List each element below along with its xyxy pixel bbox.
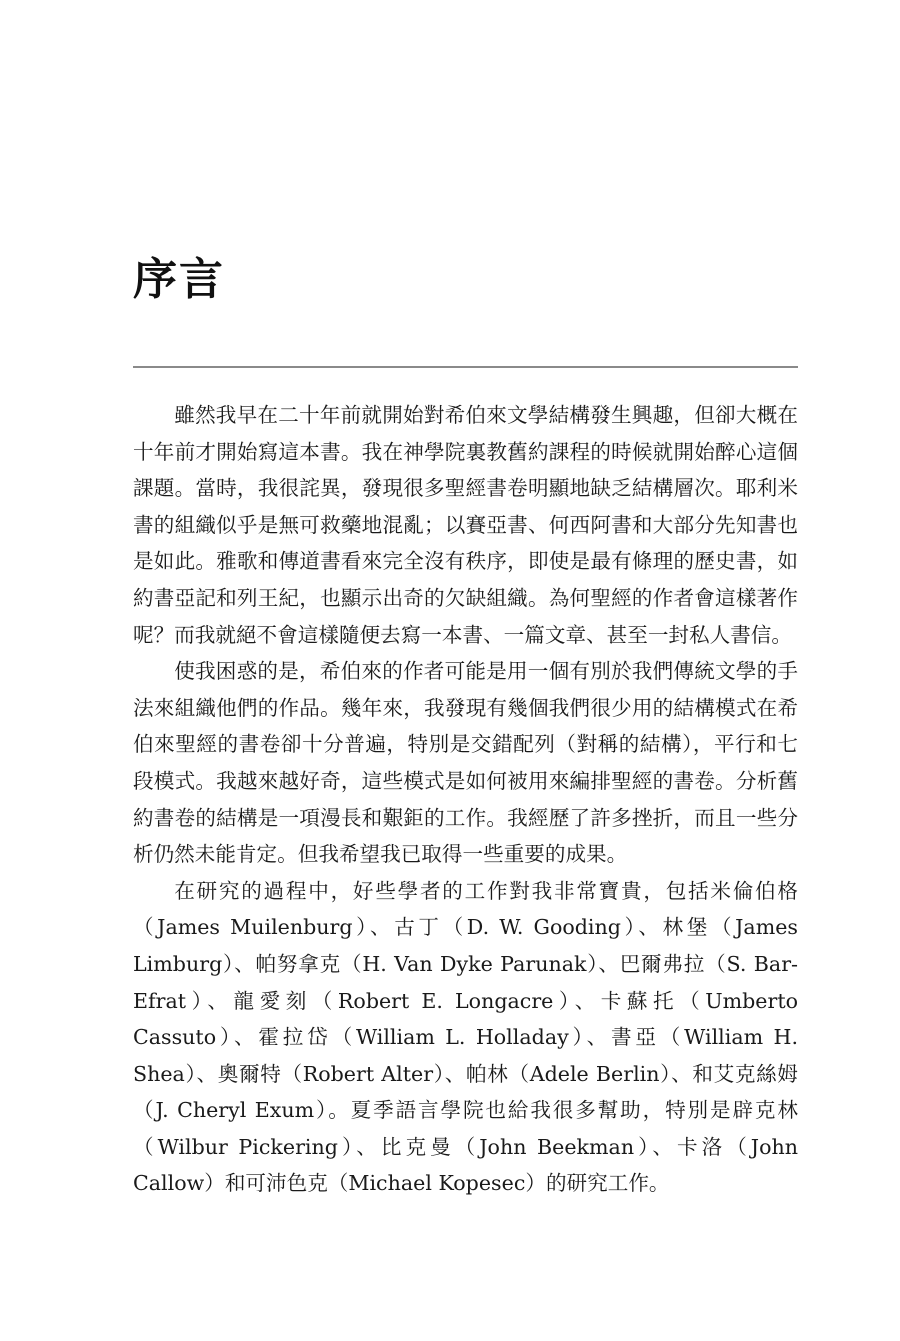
paragraph: 雖然我早在二十年前就開始對希伯來文學結構發生興趣，但卻大概在十年前才開始寫這本書。我在神學院裏教舊約課程的時候就開始醉心這個課題。當時，我很詫異，發現很多聖經書卷明顯地缺乏結構層次。耶利米書的組織似乎是無可救藥地混亂；以賽亞書、何西阿書和大部分先知書也是如此。雅歌和傳道書看來完全沒有秩序，即使是最有條理的歷史書，如約書亞記和列王紀，也顯示出奇的欠缺組織。為何聖經的作者會這樣著作呢？而我就絕不會這樣隨便去寫一本書、一篇文章、甚至一封私人書信。 bbox=[133, 403, 798, 647]
chapter-title: 序言 bbox=[133, 254, 225, 305]
body-text bbox=[133, 397, 798, 1202]
paragraph: 在研究的過程中，好些學者的工作對我非常寶貴，包括米倫伯格（James Muilenburg）、古丁（D. W. Gooding）、林堡（James Limburg）、帕努拿克（H. Van Dyke Parunak）、巴爾弗拉（S. Bar-Efrat）、龍愛刻（Robert E. Longacre）、卡蘇托（Umberto Cassuto）、霍拉岱（William L. Holladay）、書亞（William H. Shea）、奧爾特（Robert Alter）、帕林（Adele Berlin）、和艾克絲姆（J. Cheryl Exum）。夏季語言學院也給我很多幫助，特別是辟克林（Wilbur Pickering）、比克曼（John Beekman）、卡洛（John Callow）和可沛色克（Michael Kopesec）的研究工作。 bbox=[133, 878, 798, 1196]
title-divider bbox=[133, 366, 798, 368]
paragraph: 使我困惑的是，希伯來的作者可能是用一個有別於我們傳統文學的手法來組織他們的作品。幾年來，我發現有幾個我們很少用的結構模式在希伯來聖經的書卷卻十分普遍，特別是交錯配列（對稱的結構），平行和七段模式。我越來越好奇，這些模式是如何被用來編排聖經的書卷。分析舊約書卷的結構是一項漫長和艱鉅的工作。我經歷了許多挫折，而且一些分析仍然未能肯定。但我希望我已取得一些重要的成果。 bbox=[133, 659, 798, 867]
